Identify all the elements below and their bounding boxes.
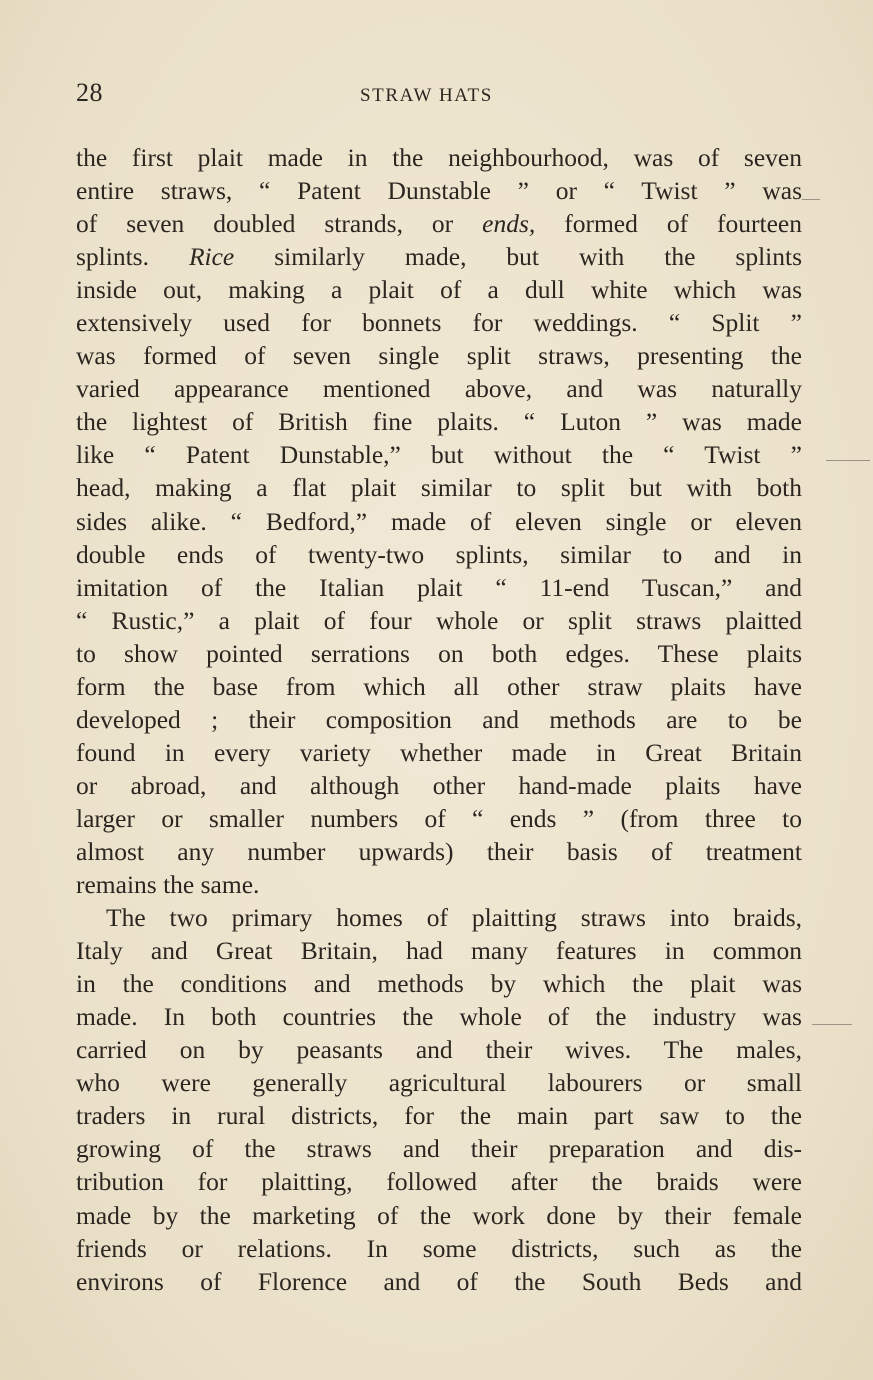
margin-rule-mark — [812, 1024, 852, 1025]
text-line: growing of the straws and their preparation and dis- — [76, 1134, 802, 1164]
text-line: varied appearance mentioned above, and was naturally — [76, 374, 802, 404]
text-line: remains the same. — [76, 870, 260, 900]
text-segment: splints. — [76, 242, 189, 272]
text-line: sides alike. “ Bedford,” made of eleven single or eleven — [76, 506, 802, 536]
page-number: 28 — [76, 78, 103, 107]
text-line: larger or smaller numbers of “ ends ” (from three to — [76, 803, 802, 833]
text-line: like “ Patent Dunstable,” but without the “ Twist ” — [76, 440, 802, 470]
text-line: Italy and Great Britain, had many features in common — [76, 936, 802, 966]
text-line: found in every variety whether made in Great Britain — [76, 737, 802, 767]
text-line: almost any number upwards) their basis of treatment — [76, 836, 802, 866]
text-segment: similarly made, but with the splints — [234, 242, 802, 272]
text-line: The two primary homes of plaitting straws into braids, — [106, 903, 802, 933]
text-line: head, making a flat plait similar to split but with both — [76, 473, 802, 503]
text-line: tribution for plaitting, followed after the braids were — [76, 1167, 802, 1197]
text-line: extensively used for bonnets for weddings. “ Split ” — [76, 308, 802, 338]
text-line: imitation of the Italian plait “ 11-end Tuscan,” and — [76, 572, 802, 602]
text-line: “ Rustic,” a plait of four whole or split straws plaitted — [76, 605, 802, 635]
page-header — [76, 78, 802, 112]
text-line: made. In both countries the whole of the industry was — [76, 1002, 802, 1032]
text-line: entire straws, “ Patent Dunstable ” or “ Twist ” was — [76, 176, 802, 206]
margin-rule-mark — [826, 460, 870, 461]
text-line: environs of Florence and of the South Beds and — [76, 1266, 802, 1296]
text-line: double ends of twenty-two splints, similar to and in — [76, 539, 802, 569]
text-line: developed ; their composition and methods are to be — [76, 704, 802, 734]
italic-term: Rice — [188, 242, 235, 272]
text-line: inside out, making a plait of a dull white which was — [76, 275, 802, 305]
text-line: in the conditions and methods by which the plait was — [76, 969, 802, 999]
text-line: who were generally agricultural labourers or small — [76, 1068, 802, 1098]
margin-rule-mark — [802, 199, 820, 200]
text-line: the lightest of British fine plaits. “ Luton ” was made — [76, 407, 802, 437]
text-line: form the base from which all other straw plaits have — [76, 671, 802, 701]
text-line: or abroad, and although other hand-made plaits have — [76, 770, 802, 800]
running-head: STRAW HATS — [360, 85, 493, 106]
text-line: made by the marketing of the work done by their female — [76, 1200, 802, 1230]
body-text — [76, 141, 802, 1298]
text-segment: of seven doubled strands, or — [76, 209, 483, 239]
text-segment: formed of fourteen — [535, 209, 802, 239]
text-line: the first plait made in the neighbourhood, was of seven — [76, 143, 802, 172]
italic-term: ends, — [482, 209, 536, 239]
text-line — [76, 207, 802, 240]
text-line: carried on by peasants and their wives. The males, — [76, 1035, 802, 1065]
text-line: friends or relations. In some districts, such as the — [76, 1233, 802, 1263]
text-line: was formed of seven single split straws, presenting the — [76, 341, 802, 371]
text-line — [76, 240, 802, 273]
text-line: to show pointed serrations on both edges. These plaits — [76, 638, 802, 668]
text-line: traders in rural districts, for the main part saw to the — [76, 1101, 802, 1131]
